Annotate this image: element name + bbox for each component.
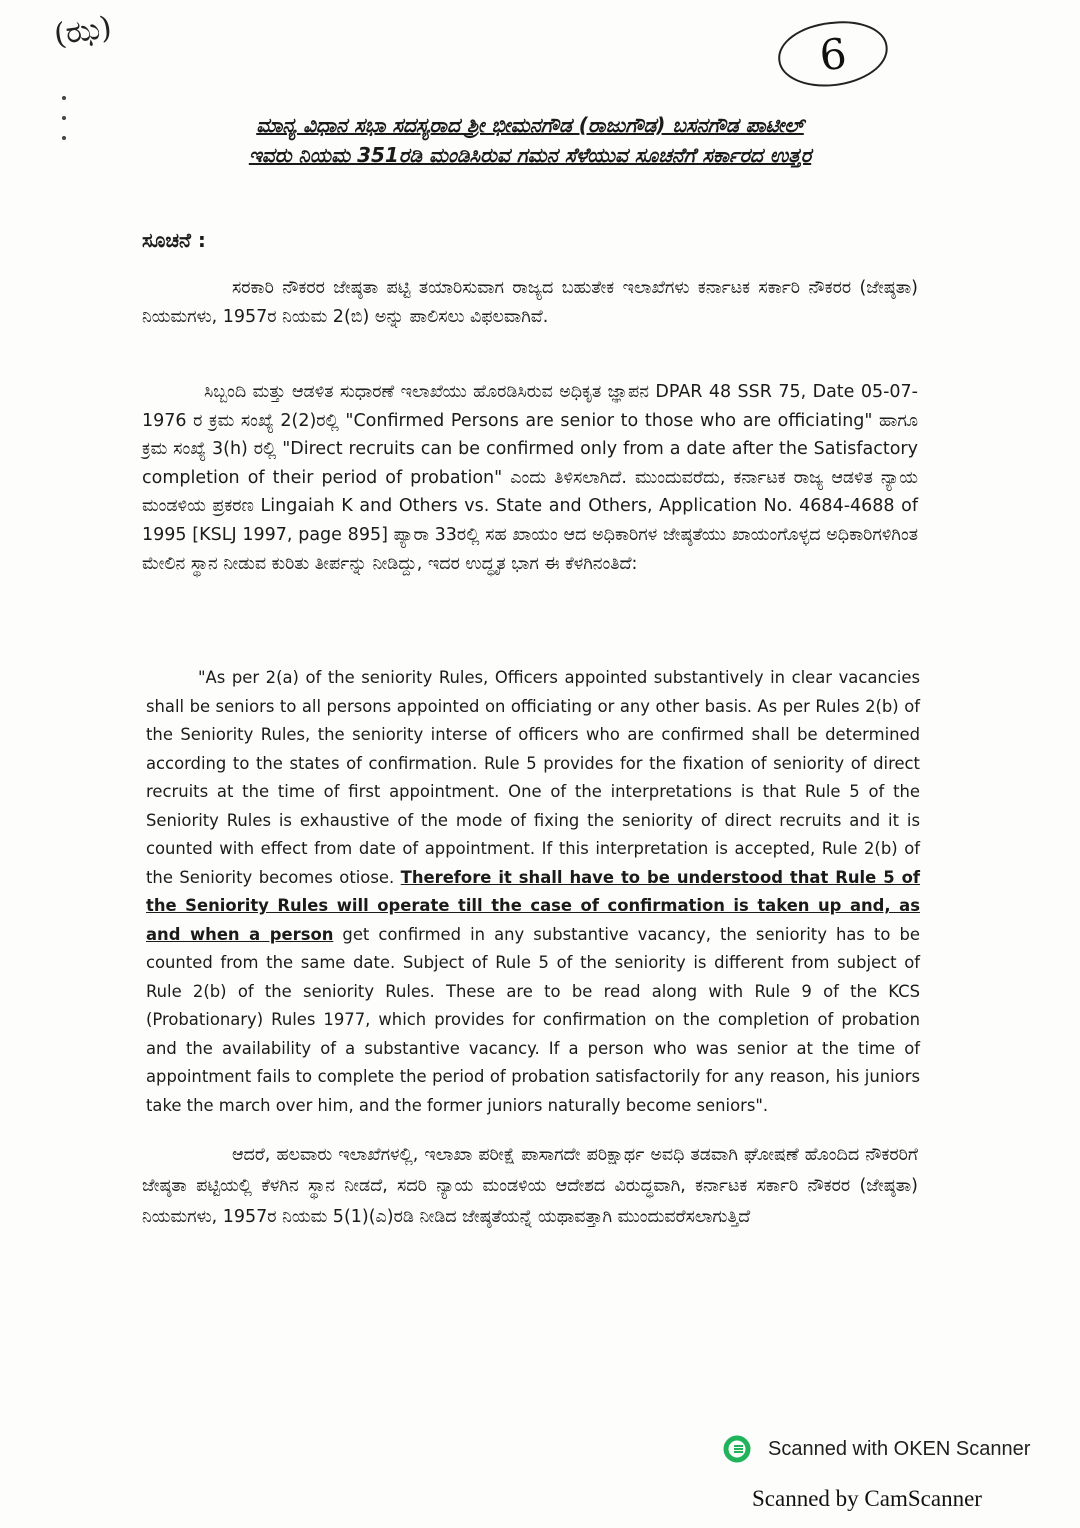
camscanner-watermark: Scanned by CamScanner (752, 1486, 982, 1511)
handwritten-page-number: 6 (775, 16, 891, 91)
section-label: ಸೂಚನೆ : (142, 228, 206, 252)
heading-line-1: ಮಾನ್ಯ ವಿಧಾನ ಸಭಾ ಸದಸ್ಯರಾದ ಶ್ರೀ ಭೀಮನಗೌಡ (ರಾಜುಗೌಡ) ಬಸನಗೌಡ ಪಾಟೀಲ್ (256, 113, 804, 137)
document-heading (150, 110, 910, 170)
paragraph-3: ಆದರೆ, ಹಲವಾರು ಇಲಾಖೆಗಳಲ್ಲಿ, ಇಲಾಖಾ ಪರೀಕ್ಷೆ ಪಾಸಾಗದೇ ಪರಿಕ್ಷಾರ್ಥ ಅವಧಿ ತಡವಾಗಿ ಘೋಷಣೆ ಹೊಂದಿದ ನೌಕರರಿಗೆ ಜೇಷ್ಠತಾ ಪಟ್ಟಿಯಲ್ಲಿ ಕೆಳಗಿನ ಸ್ಥಾನ ನೀಡದೆ, ಸದರಿ ನ್ಯಾಯ ಮಂಡಳಿಯ ಆದೇಶದ ವಿರುದ್ಧವಾಗಿ, ಕರ್ನಾಟಕ ಸರ್ಕಾರಿ ನೌಕರರ (ಜೇಷ್ಠತಾ) ನಿಯಮಗಳು, 1957ರ ನಿಯಮ 5(1)(ಎ)ರಡಿ ನೀಡಿದ ಜೇಷ್ಠತೆಯನ್ನೆ ಯಥಾವತ್ತಾಗಿ ಮುಂದುವರೆಸಲಾಗುತ್ತಿದೆ (142, 1145, 918, 1227)
paragraph-1: ಸರಕಾರಿ ನೌಕರರ ಜೇಷ್ಠತಾ ಪಟ್ಟಿ ತಯಾರಿಸುವಾಗ ರಾಜ್ಯದ ಬಹುತೇಕ ಇಲಾಖೆಗಳು ಕರ್ನಾಟಕ ಸರ್ಕಾರಿ ನೌಕರರ (ಜೇಷ್ಠತಾ) ನಿಯಮಗಳು, 1957ರ ನಿಯಮ 2(ಬಿ) ಅನ್ನು ಪಾಲಿಸಲು ವಿಫಲವಾಗಿವೆ. (142, 278, 918, 327)
oken-scanner-logo-icon (722, 1434, 752, 1464)
quote-emphasis: Therefore it shall have to be understood that Rule 5 of the Seniority Rules will operate till the case of confirmation is taken up and, as and when a person (146, 867, 921, 944)
quote-text-1: "As per 2(a) of the seniority Rules, Officers appointed substantively in clear vacancies shall be seniors to all persons appointed on officiating or any other basis. As per Rules 2(b) of the Seniority Rules, the seniority interse of officers who are confirmed shall be determined according to the states of confirmation. Rule 5 provides for the fixation of seniority of direct recruits at the time of first appointment. One of the interpretations is that Rule 5 of the Seniority Rules is exhaustive of the mode of fixing the seniority of direct recruits and it is counted with effect from date of appointment. If this interpretation is accepted, Rule 2(b) of the Seniority becomes otiose. (146, 668, 920, 887)
handwritten-corner-mark: (ಝ) (51, 10, 114, 53)
margin-dots (62, 96, 74, 166)
oken-watermark (722, 1434, 1030, 1464)
paragraph-2: ಸಿಬ್ಬಂದಿ ಮತ್ತು ಆಡಳಿತ ಸುಧಾರಣೆ ಇಲಾಖೆಯು ಹೊರಡಿಸಿರುವ ಅಧಿಕೃತ ಜ್ಞಾಪನ DPAR 48 SSR 75, Date 05-07-1976 ರ ಕ್ರಮ ಸಂಖ್ಯೆ 2(2)ರಲ್ಲಿ "Confirmed Persons are senior to those who are officiating" ಹಾಗೂ ಕ್ರಮ ಸಂಖ್ಯೆ 3(h) ರಲ್ಲಿ "Direct recruits can be confirmed only from a date after the Satisfactory completion of their period of probation" ಎಂದು ತಿಳಿಸಲಾಗಿದೆ. ಮುಂದುವರೆದು, ಕರ್ನಾಟಕ ರಾಜ್ಯ ಆಡಳಿತ ನ್ಯಾಯ ಮಂಡಳಿಯ ಪ್ರಕರಣ Lingaiah K and Others vs. State and Others, Application No. 4684-4688 of 1995 [KSLJ 1997, page 895] ಪ್ಯಾರಾ 33ರಲ್ಲಿ ಸಹ ಖಾಯಂ ಆದ ಅಧಿಕಾರಿಗಳ ಜೇಷ್ಠತೆಯು ಖಾಯಂಗೊಳ್ಳದ ಅಧಿಕಾರಿಗಳಿಗಿಂತ ಮೇಲಿನ ಸ್ಥಾನ ನೀಡುವ ಕುರಿತು ತೀರ್ಪನ್ನು ನೀಡಿದ್ದು, ಇದರ ಉದ್ಧೃತ ಭಾಗ ಈ ಕೆಳಗಿನಂತಿದೆ: (142, 382, 918, 574)
quote-text-2: get confirmed in any substantive vacancy, the seniority has to be counted from the same date. Subject of Rule 5 of the seniority is different from subject of Rule 2(b) of the seniority Rules. These are to be read along with Rule 9 of the KCS (Probationary) Rules 1977, which provides for confirmation on the completion of probation and the availability of a substantive vacancy. If a person who was senior at the time of appointment fails to complete the period of probation satisfactorily for any reason, his juniors take the march over him, and the former juniors naturally become seniors". (146, 924, 920, 1115)
court-quote (146, 664, 920, 1120)
oken-watermark-text: Scanned with OKEN Scanner (768, 1437, 1031, 1460)
heading-line-2: ಇವರು ನಿಯಮ 351ರಡಿ ಮಂಡಿಸಿರುವ ಗಮನ ಸೆಳೆಯುವ ಸೂಚನೆಗೆ ಸರ್ಕಾರದ ಉತ್ತರ (248, 143, 812, 167)
